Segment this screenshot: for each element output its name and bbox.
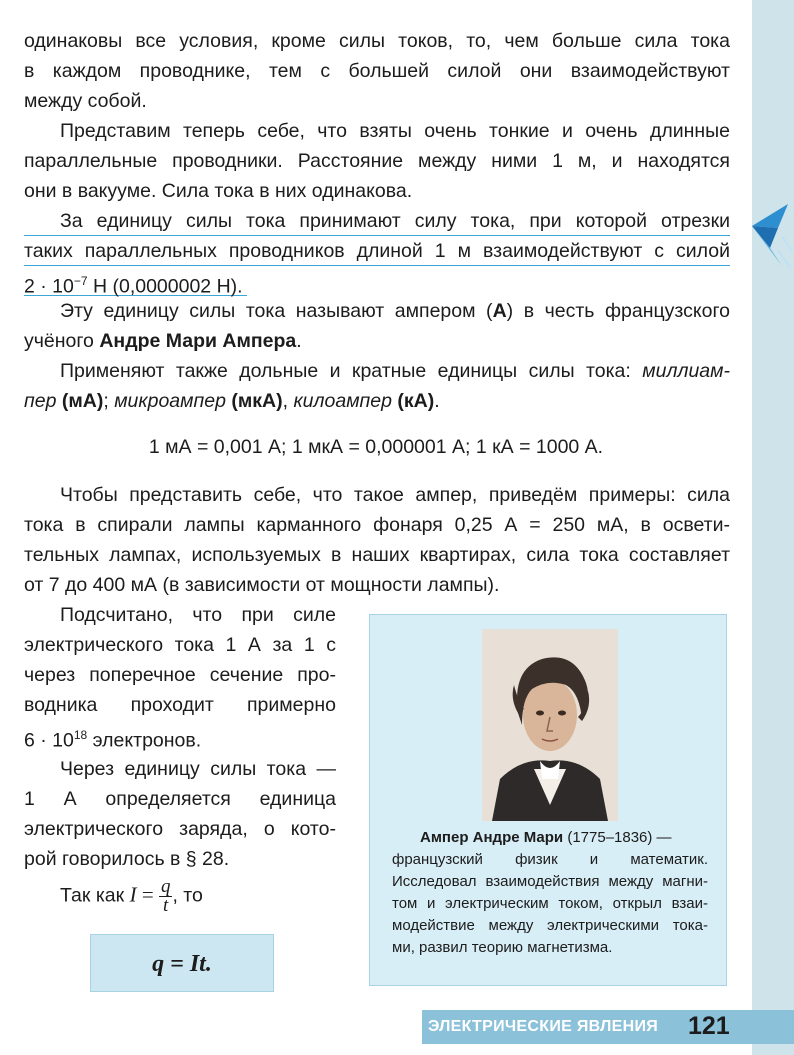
paragraph-conditions [24, 26, 730, 116]
text-line [24, 356, 730, 386]
text-line: Чтобы представить себе, что такое ампер, приведём примеры: сила [60, 484, 730, 506]
caption-line [392, 827, 708, 849]
unit-name: килоампер [293, 390, 392, 412]
caption-line: Исследовал взаимодействия между магни- [392, 873, 708, 890]
exponent: 18 [73, 728, 88, 742]
unit-name: микроампер [114, 390, 226, 412]
paragraph-units [24, 356, 730, 416]
text-run: , то [172, 884, 203, 907]
ampere-definition [24, 206, 730, 302]
text-line [24, 720, 336, 750]
text-line: в каждом проводнике, тем с большей силой они взаимодействуют [24, 60, 730, 82]
paragraph-ampere-name [24, 296, 730, 356]
text-run: . [296, 330, 302, 352]
text-line: они в вакууме. Сила тока в них одинакова. [24, 180, 413, 202]
text-line: между собой. [24, 90, 147, 112]
text-line [24, 386, 730, 416]
text-run: учёного [24, 330, 100, 352]
scientist-name: Ампер Андре Мари [420, 829, 564, 846]
page-edge-strip [752, 0, 794, 1055]
definition-value-line [24, 266, 247, 296]
text-line: 1 А определяется единица [24, 788, 336, 810]
text-line: Через единицу силы тока — [60, 758, 336, 780]
unit-name: миллиам- [642, 360, 730, 382]
biography-caption [392, 827, 708, 959]
text-line [24, 326, 730, 356]
text-run: Применяют также дольные и кратные единицы силы тока: [60, 360, 643, 382]
text-run: электронов. [87, 729, 202, 752]
definition-line: За единицу силы тока принимают силу тока, при которой отрезки [24, 206, 730, 236]
text-line: электрического тока 1 А за 1 с [24, 634, 336, 656]
text-line: водника проходит примерно [24, 694, 336, 716]
text-line: параллельные проводники. Расстояние между ними 1 м, и находятся [24, 150, 730, 172]
formula-symbol: I [129, 882, 137, 907]
text-run: Эту единицу силы тока называют ампером ( [60, 300, 493, 322]
text-line: электрического заряда, о кото- [24, 818, 336, 840]
charge-formula-box: q = It. [90, 934, 274, 992]
fraction-denominator: t [163, 895, 169, 916]
text-line: тельных лампах, используемых в наших квартирах, сила тока составляет [24, 544, 730, 566]
definition-line: таких параллельных проводников длиной 1 м взаимодействуют с силой [24, 236, 730, 266]
text-run: , [282, 390, 294, 412]
fraction-numerator: q [160, 876, 171, 897]
text-line: через поперечное сечение про- [24, 664, 336, 686]
unit-conversion-formula: 1 мА = 0,001 А; 1 мкА = 0,000001 А; 1 кА = 1000 А. [148, 436, 604, 458]
text-line: Представим теперь себе, что взяты очень тонкие и очень длинные [60, 120, 730, 142]
unit-symbol: А [492, 300, 507, 322]
text-run: ) в честь французского [506, 300, 730, 322]
section-title: ЭЛЕКТРИЧЕСКИЕ ЯВЛЕНИЯ [428, 1018, 659, 1035]
text-line: от 7 до 400 мА (в зависимости от мощности лампы). [24, 574, 500, 596]
text-run: ; [103, 390, 115, 412]
biography-box [369, 614, 727, 986]
text-run: . [434, 390, 440, 412]
definition-value-unit: Н (0,0000002 Н). [87, 275, 243, 298]
unit-symbol: (мА) [56, 390, 104, 412]
paragraph-examples [24, 480, 730, 600]
caption-line: ми, развил теорию магнетизма. [392, 939, 613, 956]
life-dates: (1775–1836) — [563, 829, 672, 846]
unit-symbol: (кА) [391, 390, 435, 412]
definition-value: 2 · 10 [24, 275, 74, 298]
text-line [24, 296, 730, 326]
page-number: 121 [688, 1012, 730, 1040]
paragraph-electron-count [24, 600, 336, 750]
paragraph-charge-unit [24, 754, 336, 874]
unit-name: пер [24, 390, 57, 412]
text-line: одинаковы все условия, кроме силы токов, то, чем больше сила тока [24, 30, 730, 52]
caption-line: том и электрическим током, открыл взаи- [392, 895, 708, 912]
formula-symbol: = [136, 882, 159, 907]
text-run: 6 · 10 [24, 729, 74, 752]
text-line: Подсчитано, что при силе [60, 604, 336, 626]
caption-line: модействие между электрическими тока- [392, 917, 708, 934]
text-run: Так как [60, 884, 130, 907]
current-formula-statement [60, 878, 203, 915]
caption-line: французский физик и математик. [392, 851, 708, 868]
unit-symbol: (мкА) [225, 390, 283, 412]
fraction [159, 878, 173, 915]
text-line: рой говорилось в § 28. [24, 848, 230, 870]
scientist-name: Андре Мари Ампера [99, 330, 297, 352]
text-line: тока в спирали лампы карманного фонаря 0,25 А = 250 мА, в освети- [24, 514, 730, 536]
exponent: −7 [73, 274, 88, 288]
arrow-marker-icon [748, 196, 794, 276]
paragraph-thin-conductors [24, 116, 730, 206]
ampere-portrait [482, 629, 618, 821]
